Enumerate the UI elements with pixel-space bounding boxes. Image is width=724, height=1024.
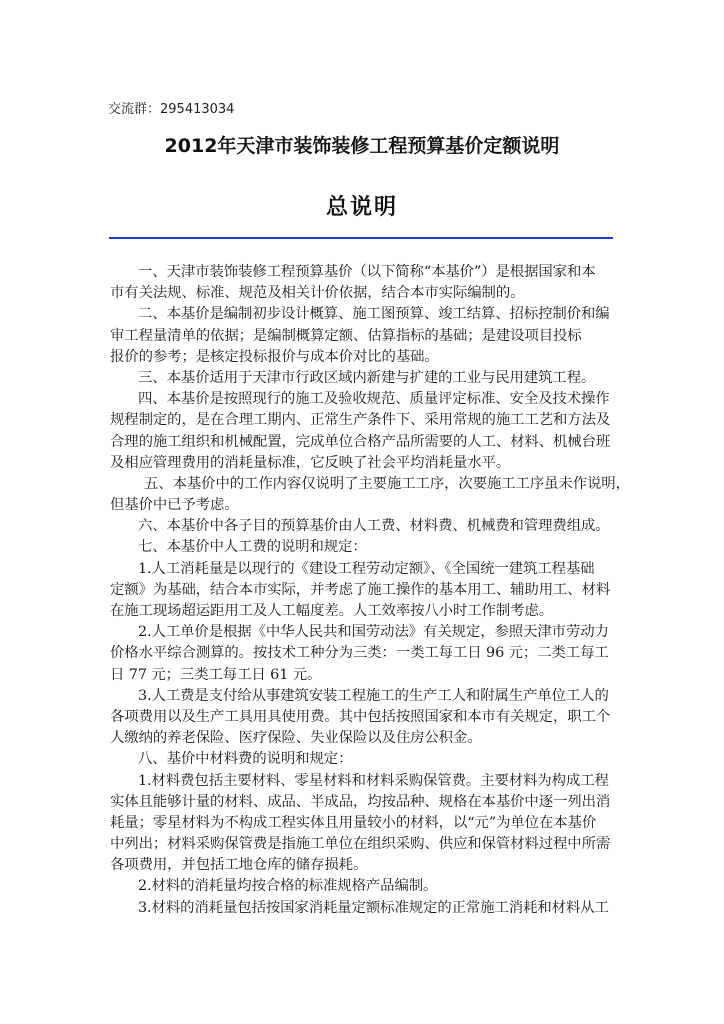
body-line: 2.人工单价是根据《中华人民共和国劳动法》有关规定，参照天津市劳动力	[138, 624, 609, 641]
body-line: 市有关法规、标准、规范及相关计价依据，结合本市实际编制的。	[110, 285, 525, 302]
body-line: 各项费用以及生产工具用具使用费。其中包括按照国家和本市有关规定，职工个	[110, 708, 611, 725]
body-line: 七、本基价中人工费的说明和规定：	[138, 539, 367, 556]
document-title: 2012年天津市装饰装修工程预算基价定额说明	[164, 135, 560, 157]
body-line: 及相应管理费用的消耗量标准，它反映了社会平均消耗量水平。	[110, 454, 511, 471]
body-line: 中列出；材料采购保管费是指施工单位在组织采购、供应和保管材料过程中所需	[110, 836, 611, 853]
body-line: 定额》为基础，结合本市实际，并考虑了施工操作的基本用工、辅助用工、材料	[110, 581, 611, 598]
body-line: 八、基价中材料费的说明和规定：	[138, 751, 353, 768]
body-line: 3.人工费是支付给从事建筑安装工程施工的生产工人和附属生产单位工人的	[138, 687, 609, 704]
body-line: 规程制定的，是在合理工期内、正常生产条件下、采用常规的施工工艺和方法及	[110, 412, 611, 429]
body-line: 五、本基价中的工作内容仅说明了主要施工工序，次要施工工序虽未作说明，	[144, 475, 630, 492]
body-line: 耗量；零星材料为不构成工程实体且用量较小的材料，以“元”为单位在本基价	[110, 814, 597, 831]
qq-group-label: 交流群：295413034	[108, 102, 235, 117]
body-line: 实体且能够计量的材料、成品、半成品，均按品种、规格在本基价中逐一列出消	[110, 793, 611, 810]
section-title: 总说明	[325, 195, 398, 220]
body-line: 四、本基价是按照现行的施工及验收规范、质量评定标准、安全及技术操作	[138, 391, 610, 408]
body-line: 在施工现场超运距用工及人工幅度差。人工效率按八小时工作制考虑。	[110, 603, 554, 619]
body-line: 1.材料费包括主要材料、零星材料和材料采购保管费。主要材料为构成工程	[138, 772, 609, 789]
body-line: 3.材料的消耗量包括按国家消耗量定额标准规定的正常施工消耗和材料从工	[138, 899, 609, 916]
body-line: 合理的施工组织和机械配置，完成单位合格产品所需要的人工、材料、机械台班	[110, 433, 611, 450]
body-line: 人缴纳的养老保险、医疗保险、失业保险以及住房公积金。	[110, 730, 482, 747]
document-body	[110, 262, 630, 919]
body-line: 1.人工消耗量是以现行的《建设工程劳动定额》、《全国统一建筑工程基础	[138, 560, 595, 577]
body-line: 价格水平综合测算的。按技术工种分为三类：一类工每工日 96 元；二类工每工	[110, 645, 609, 662]
body-line: 日 77 元；三类工每工日 61 元。	[110, 666, 322, 683]
body-line: 审工程量清单的依据；是编制概算定额、估算指标的基础；是建设项目投标	[110, 327, 582, 344]
body-line: 2.材料的消耗量均按合格的标准规格产品编制。	[138, 878, 438, 895]
body-line: 六、本基价中各子目的预算基价由人工费、材料费、机械费和管理费组成。	[138, 518, 610, 535]
body-line: 二、本基价是编制初步设计概算、施工图预算、竣工结算、招标控制价和编	[138, 306, 610, 323]
body-line: 一、天津市装饰装修工程预算基价（以下简称“本基价”）是根据国家和本	[138, 264, 596, 280]
body-line: 三、本基价适用于天津市行政区域内新建与扩建的工业与民用建筑工程。	[138, 369, 596, 386]
body-line: 报价的参考；是核定投标报价与成本价对比的基础。	[110, 348, 439, 365]
title-divider	[109, 237, 613, 239]
body-line: 各项费用，并包括工地仓库的储存损耗。	[110, 857, 368, 874]
body-line: 但基价中已予考虑。	[110, 497, 239, 514]
